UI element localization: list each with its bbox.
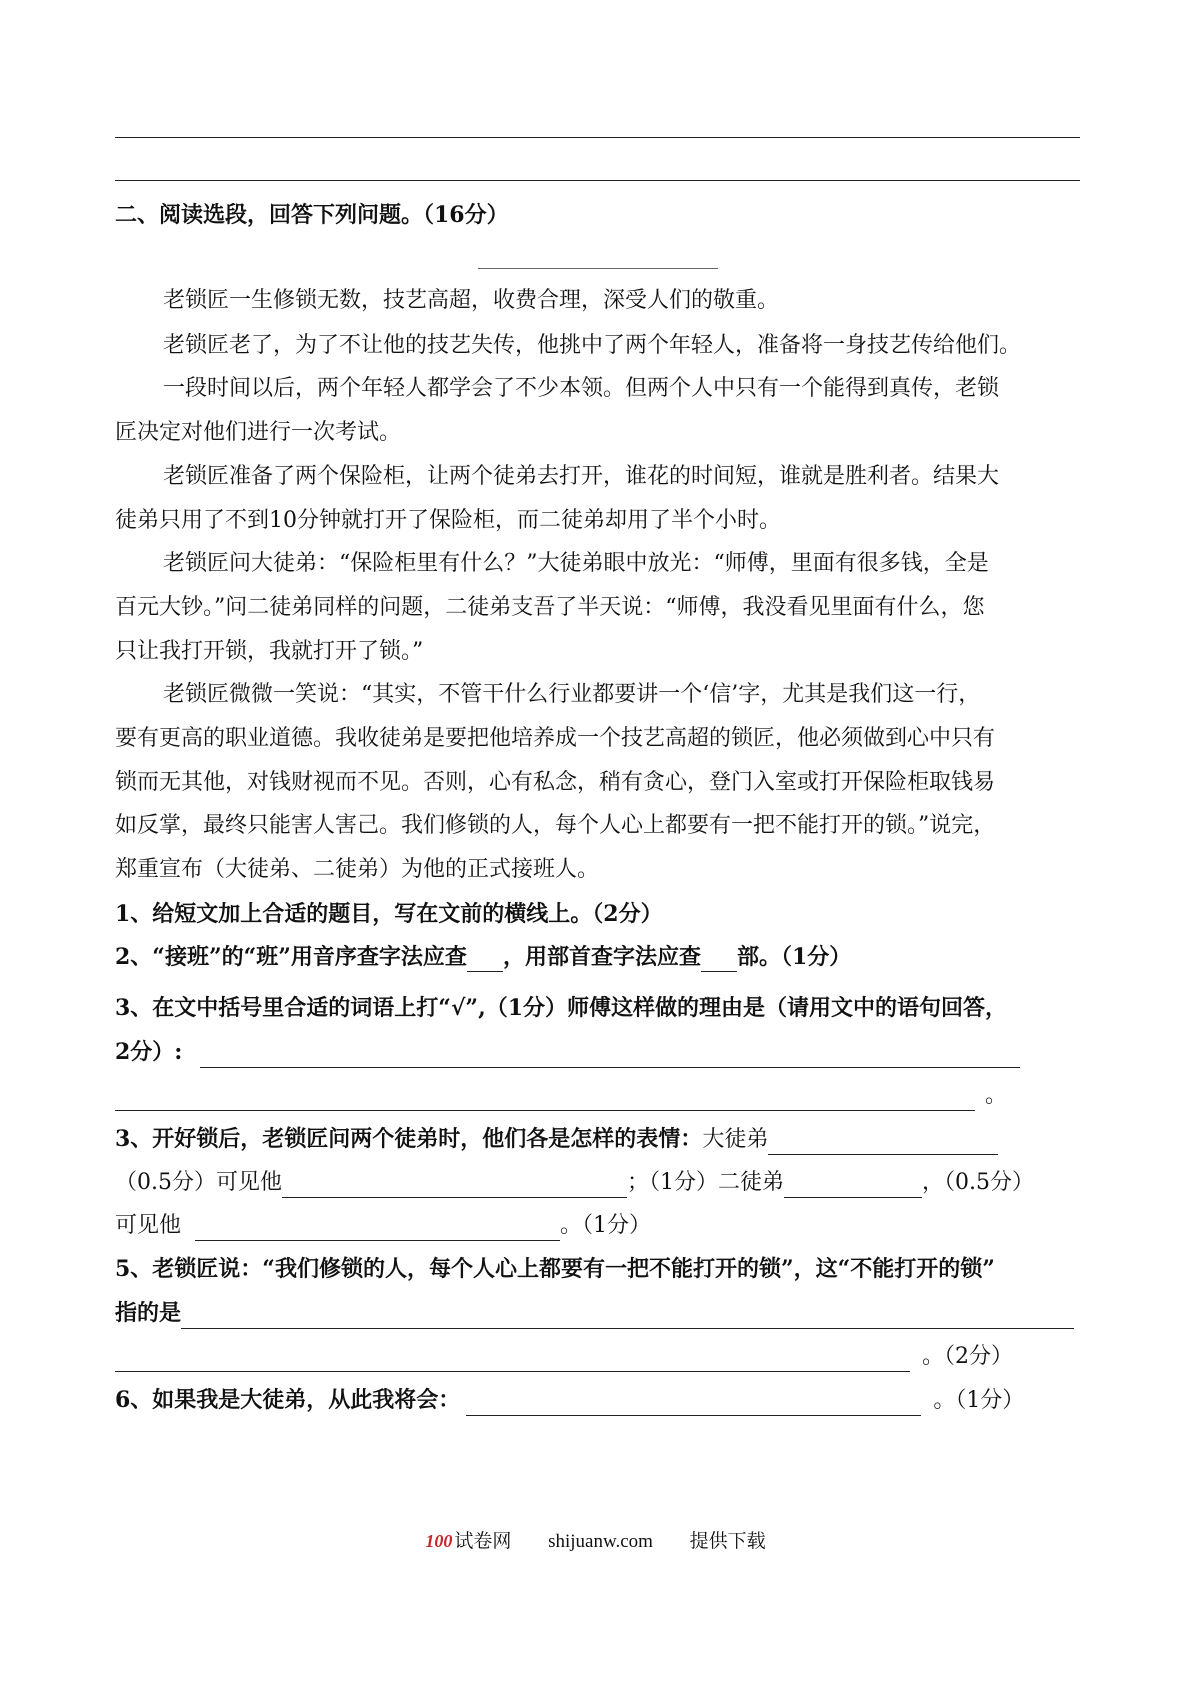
section-title: 二、阅读选段，回答下列问题。（16分） — [115, 202, 509, 228]
passage-line: 锁而无其他，对钱财视而不见。否则，心有私念，稍有贪心，登门入室或打开保险柜取钱易 — [115, 770, 996, 795]
question-2-text: 2、“接班”的“班”用音序查字法应查 — [115, 944, 467, 970]
question-6-text: 6、如果我是大徒弟，从此我将会： — [115, 1387, 461, 1413]
question-4-text: 。（1分） — [560, 1213, 652, 1238]
question-4-text: 可见他 — [115, 1213, 182, 1238]
question-4-blank-big-reason[interactable] — [282, 1175, 627, 1198]
passage-line: 老锁匠准备了两个保险柜，让两个徒弟去打开，谁花的时间短，谁就是胜利者。结果大 — [163, 464, 1000, 489]
answer-line — [115, 137, 1080, 138]
question-5-blank[interactable] — [115, 1349, 910, 1372]
passage-line: 郑重宣布（大徒弟、二徒弟）为他的正式接班人。 — [115, 857, 600, 882]
question-4-blank-big[interactable] — [768, 1132, 998, 1155]
passage-title-blank — [478, 268, 718, 269]
footer — [0, 1528, 1191, 1555]
question-5-answer-row — [115, 1342, 1013, 1372]
question-2 — [115, 942, 851, 972]
passage-line: 徒弟只用了不到10分钟就打开了保险柜，而二徒弟却用了半个小时。 — [115, 508, 781, 533]
question-4-text: （0.5分）可见他 — [115, 1170, 282, 1195]
question-5: 5、老锁匠说：“我们修锁的人，每个人心上都要有一把不能打开的锁”，这“不能打开的锁” — [115, 1256, 995, 1282]
passage-line: 老锁匠老了，为了不让他的技艺失传，他挑中了两个年轻人，准备将一身技艺传给他们。 — [163, 333, 1022, 358]
passage-line: 老锁匠微微一笑说：“其实，不管干什么行业都要讲一个‘信’字，尤其是我们这一行， — [163, 682, 981, 707]
question-3: 3、在文中括号里合适的词语上打“√”,（1分）师傅这样做的理由是（请用文中的语句回答， — [115, 995, 1008, 1021]
question-5-text: 指的是 — [115, 1300, 182, 1326]
question-3-text: 2分）: — [115, 1039, 183, 1065]
question-2-blank-radical[interactable] — [701, 949, 737, 972]
question-4-text: 3、开好锁后，老锁匠问两个徒弟时，他们各是怎样的表情： — [115, 1126, 703, 1152]
question-1: 1、给短文加上合适的题目，写在文前的横线上。（2分） — [115, 901, 663, 927]
question-4-text: 大徒弟 — [702, 1127, 769, 1152]
answer-line — [115, 180, 1080, 181]
question-3-answer-row — [115, 1081, 1007, 1111]
site-url[interactable]: shijuanw.com — [548, 1531, 653, 1552]
question-6 — [115, 1385, 1024, 1416]
passage-line: 如反掌，最终只能害人害己。我们修锁的人，每个人心上都要有一把不能打开的锁。”说完， — [115, 813, 996, 838]
site-name: 试卷网 — [454, 1531, 512, 1552]
question-6-end: 。（1分） — [933, 1388, 1025, 1413]
question-3-answer-row — [115, 1037, 1020, 1068]
passage-line: 匠决定对他们进行一次考试。 — [115, 420, 402, 445]
footer-note: 提供下载 — [689, 1531, 766, 1552]
passage-line: 只让我打开锁，我就打开了锁。” — [115, 639, 424, 664]
question-2-text: ，用部首查字法应查 — [502, 944, 701, 970]
passage-line: 老锁匠问大徒弟：“保险柜里有什么？”大徒弟眼中放光：“师傅，里面有很多钱，全是 — [163, 551, 989, 576]
question-4-row — [115, 1211, 651, 1241]
site-logo: 100 — [425, 1531, 453, 1551]
question-5-answer-row — [115, 1298, 1074, 1329]
question-4-row — [115, 1168, 1034, 1198]
question-5-end: 。（2分） — [922, 1344, 1013, 1369]
question-4-text: ；（1分）二徒弟 — [627, 1170, 784, 1195]
question-3-end: 。 — [985, 1083, 1008, 1108]
question-3-blank[interactable] — [200, 1045, 1020, 1068]
question-4-blank-second-reason[interactable] — [195, 1218, 560, 1241]
passage-line: 一段时间以后，两个年轻人都学会了不少本领。但两个人中只有一个能得到真传，老锁 — [163, 376, 1000, 401]
question-4-text: ，（0.5分） — [922, 1170, 1034, 1195]
passage-line: 老锁匠一生修锁无数，技艺高超，收费合理，深受人们的敬重。 — [163, 288, 780, 313]
question-6-blank[interactable] — [466, 1393, 921, 1416]
passage-line: 百元大钞。”问二徒弟同样的问题，二徒弟支吾了半天说：“师傅，我没看见里面有什么，您 — [115, 595, 985, 620]
question-5-blank[interactable] — [181, 1306, 1074, 1329]
question-4 — [115, 1124, 998, 1155]
question-3-blank[interactable] — [115, 1088, 975, 1111]
question-4-blank-second[interactable] — [784, 1175, 922, 1198]
question-2-blank-pinyin[interactable] — [467, 949, 503, 972]
question-2-text: 部。（1分） — [736, 944, 852, 970]
passage-line: 要有更高的职业道德。我收徒弟是要把他培养成一个技艺高超的锁匠，他必须做到心中只有 — [115, 726, 996, 751]
